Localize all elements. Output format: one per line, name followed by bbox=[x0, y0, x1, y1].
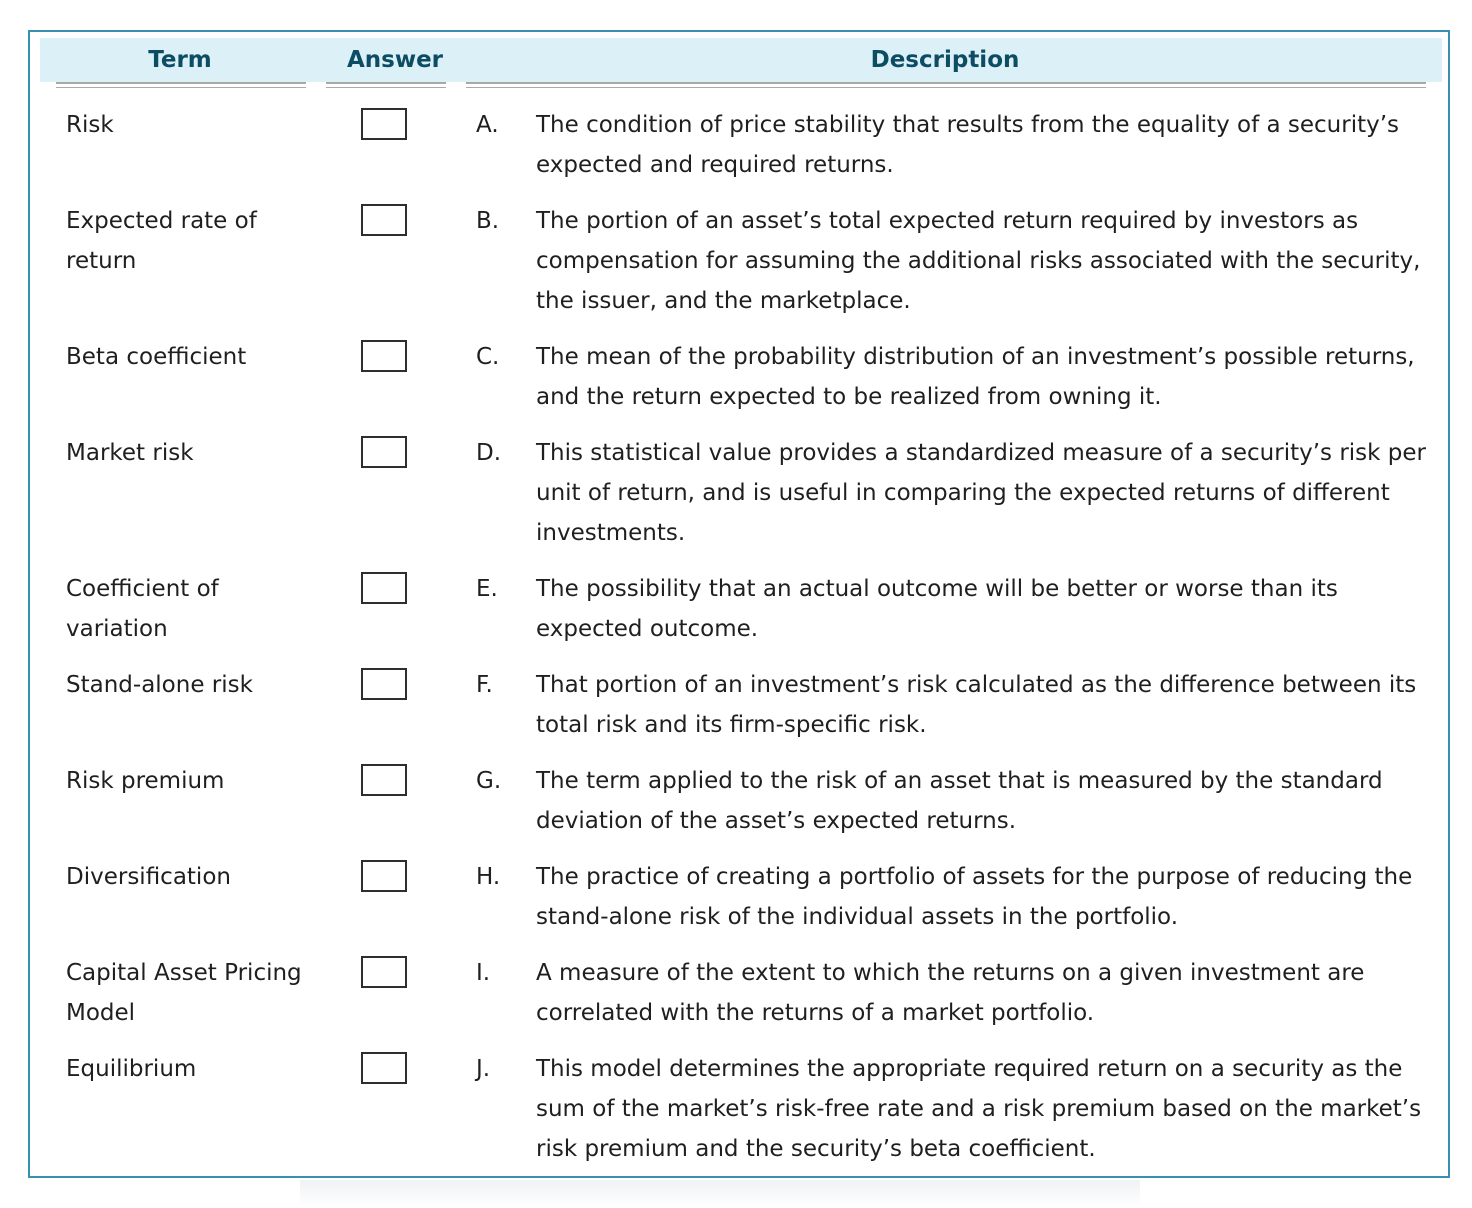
description-letter: C. bbox=[476, 344, 500, 370]
description-letter: I. bbox=[476, 960, 491, 986]
answer-input-box[interactable] bbox=[361, 436, 407, 468]
answer-header-divider bbox=[326, 82, 446, 88]
description-text: This statistical value provides a standardized measure of a security’s risk per unit of return, and is useful in comparing the expected returns of different investments. bbox=[536, 440, 1427, 546]
description-letter: A. bbox=[476, 112, 499, 138]
description-text: The condition of price stability that results from the equality of a security’s expected and required returns. bbox=[536, 112, 1400, 178]
term-label: Risk premium bbox=[66, 768, 225, 794]
answer-input-box[interactable] bbox=[361, 340, 407, 372]
description-text: The mean of the probability distribution of an investment’s possible returns, and the return expected to be realized from owning it. bbox=[536, 344, 1415, 410]
answer-input-box[interactable] bbox=[361, 860, 407, 892]
description-letter: F. bbox=[476, 672, 493, 698]
answer-input-box[interactable] bbox=[361, 108, 407, 140]
description-letter: B. bbox=[476, 208, 500, 234]
term-label: Diversification bbox=[66, 864, 231, 890]
term-label: Expected rate of return bbox=[66, 208, 257, 274]
description-letter: E. bbox=[476, 576, 498, 602]
term-header-divider bbox=[56, 82, 306, 88]
term-label: Risk bbox=[66, 112, 114, 138]
description-header-divider bbox=[466, 82, 1426, 88]
term-label: Equilibrium bbox=[66, 1056, 197, 1082]
term-label: Beta coefficient bbox=[66, 344, 247, 370]
answer-input-box[interactable] bbox=[361, 668, 407, 700]
term-column-header: Term bbox=[148, 47, 212, 73]
answer-input-box[interactable] bbox=[361, 956, 407, 988]
description-letter: H. bbox=[476, 864, 501, 890]
description-letter: G. bbox=[476, 768, 502, 794]
description-text: The possibility that an actual outcome will be better or worse than its expected outcome. bbox=[536, 576, 1338, 642]
term-label: Capital Asset Pricing Model bbox=[66, 960, 302, 1026]
description-text: A measure of the extent to which the returns on a given investment are correlated with the returns of a market portfolio. bbox=[536, 960, 1365, 1026]
answer-input-box[interactable] bbox=[361, 572, 407, 604]
matching-table bbox=[28, 30, 1450, 1178]
description-text: That portion of an investment’s risk calculated as the difference between its total risk and its firm-specific risk. bbox=[536, 672, 1417, 738]
term-label: Market risk bbox=[66, 440, 194, 466]
answer-column-header: Answer bbox=[346, 47, 444, 73]
answer-input-box[interactable] bbox=[361, 204, 407, 236]
description-text: This model determines the appropriate required return on a security as the sum of the market’s risk-free rate and a risk premium based on the market’s risk premium and the security’s beta coefficient. bbox=[536, 1056, 1422, 1162]
description-letter: D. bbox=[476, 440, 502, 466]
answer-input-box[interactable] bbox=[361, 764, 407, 796]
answer-input-box[interactable] bbox=[361, 1052, 407, 1084]
term-label: Coefficient of variation bbox=[66, 576, 219, 642]
description-text: The practice of creating a portfolio of assets for the purpose of reducing the stand-alone risk of the individual assets in the portfolio. bbox=[536, 864, 1413, 930]
description-text: The portion of an asset’s total expected return required by investors as compensation for assuming the additional risks associated with the security, the issuer, and the marketplace. bbox=[536, 208, 1421, 314]
term-label: Stand-alone risk bbox=[66, 672, 253, 698]
bottom-shadow bbox=[300, 1180, 1140, 1208]
table-header bbox=[40, 38, 1442, 82]
description-text: The term applied to the risk of an asset that is measured by the standard deviation of the asset’s expected returns. bbox=[536, 768, 1383, 834]
description-letter: J. bbox=[476, 1056, 491, 1082]
description-column-header: Description bbox=[870, 47, 1020, 73]
